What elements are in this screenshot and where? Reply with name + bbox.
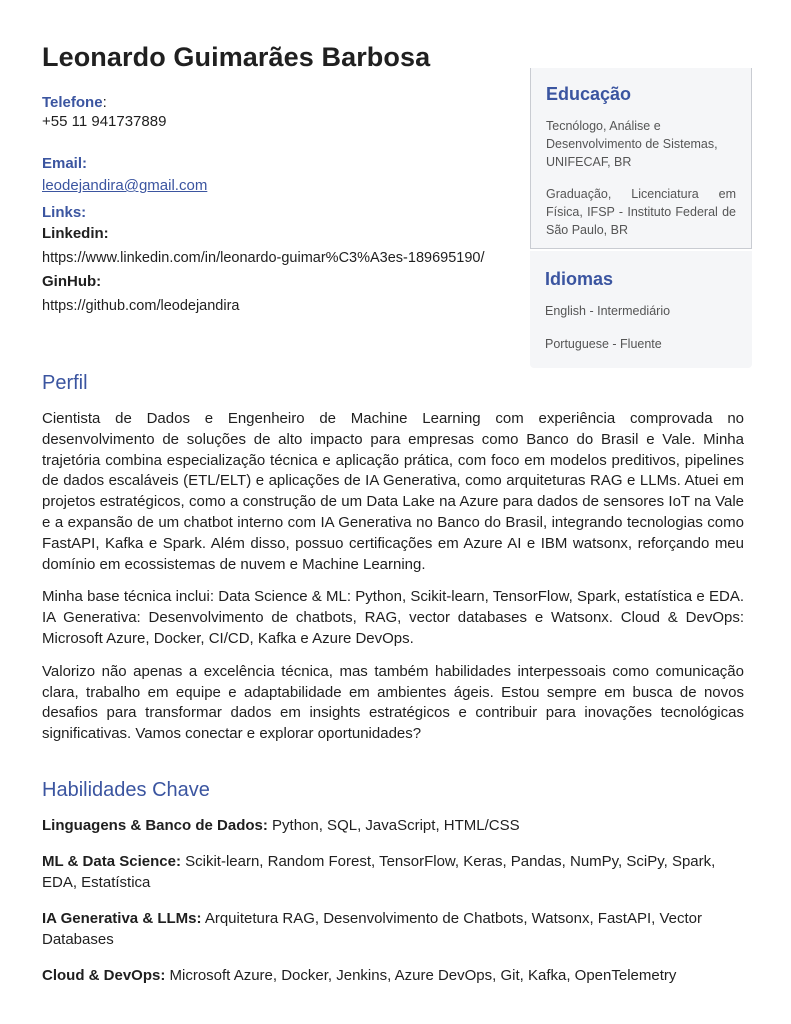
languages-card bbox=[530, 251, 752, 368]
linkedin-label: Linkedin: bbox=[42, 225, 109, 242]
education-card bbox=[530, 68, 752, 249]
skill-value: Microsoft Azure, Docker, Jenkins, Azure DevOps, Git, Kafka, OpenTelemetry bbox=[165, 966, 677, 984]
education-item: Tecnólogo, Análise e Desenvolvimento de Sistemas, UNIFECAF, BR bbox=[546, 119, 718, 169]
skill-value: Arquitetura RAG, Desenvolvimento de Chatbots, Watsonx, FastAPI, Vector Databases bbox=[42, 909, 702, 948]
github-url[interactable]: https://github.com/leodejandira bbox=[42, 298, 240, 314]
phone-label-row bbox=[42, 94, 522, 112]
perfil-section bbox=[42, 409, 744, 757]
skills-title: Habilidades Chave bbox=[42, 779, 210, 801]
skill-value: Scikit-learn, Random Forest, TensorFlow, Keras, Pandas, NumPy, SciPy, Spark, EDA, Estatística bbox=[42, 852, 716, 891]
skills-section bbox=[42, 815, 744, 1000]
phone-label-colon: : bbox=[102, 94, 107, 111]
education-item: Graduação, Licenciatura em Física, IFSP - Instituto Federal de São Paulo, BR bbox=[546, 187, 736, 237]
sidebar bbox=[530, 68, 752, 368]
skill-label: Linguagens & Banco de Dados: bbox=[42, 817, 268, 834]
candidate-name: Leonardo Guimarães Barbosa bbox=[42, 42, 431, 72]
github-label: GinHub: bbox=[42, 273, 102, 290]
language-item: Portuguese - Fluente bbox=[545, 337, 662, 351]
skill-label: Cloud & DevOps: bbox=[42, 966, 166, 984]
perfil-paragraph: Valorizo não apenas a excelência técnica, mas também habilidades interpessoais como comunicação clara, trabalho em equipe e adaptabilidade em ambientes ágeis. Estou sempre em busca de novos desafios para transformar dados em insights estratégicos e contribuir para inovações tecnológicas significativas. Vamos conectar e explorar oportunidades? bbox=[42, 662, 744, 743]
links-label: Links: bbox=[42, 204, 87, 221]
skill-item bbox=[42, 815, 744, 837]
perfil-paragraph: Cientista de Dados e Engenheiro de Machine Learning com experiência comprovada no desenvolvimento de soluções de alto impacto para empresas como Banco do Brasil e Vale. Minha trajetória combina especialização técnica e aplicação prática, com foco em modelos preditivos, pipelines de dados escaláveis (ETL/ELT) e aplicações de IA Generativa, como arquiteturas RAG e LLMs. Atuei em projetos estratégicos, como a construção de um Data Lake na Azure para dados de sensores IoT na Vale e a expansão de um chatbot interno com IA Generativa no Banco do Brasil, integrando tecnologias como FastAPI, Kafka e Spark. Além disso, possuo certificações em Azure AI e IBM watsonx, reforçando meu domínio em ecossistemas de nuvem e Machine Learning. bbox=[42, 410, 744, 573]
perfil-title: Perfil bbox=[42, 372, 88, 394]
phone-value: +55 11 941737889 bbox=[42, 113, 167, 130]
languages-title: Idiomas bbox=[545, 269, 614, 289]
email-link[interactable]: leodejandira@gmail.com bbox=[42, 177, 208, 194]
skill-item bbox=[42, 965, 744, 987]
phone-label: Telefone bbox=[42, 94, 103, 111]
education-title: Educação bbox=[546, 84, 632, 104]
language-item: English - Intermediário bbox=[545, 304, 671, 318]
perfil-paragraph: Minha base técnica inclui: Data Science & ML: Python, Scikit-learn, TensorFlow, Spark, estatística e EDA. IA Generativa: Desenvolvimento de chatbots, RAG, vector databases e Watsonx. Cloud & DevOps: Microsoft Azure, Docker, CI/CD, Kafka e Azure DevOps. bbox=[42, 588, 744, 647]
email-label: Email: bbox=[42, 155, 88, 172]
skill-item bbox=[42, 908, 744, 951]
skill-item bbox=[42, 851, 744, 894]
linkedin-url[interactable]: https://www.linkedin.com/in/leonardo-guimar%C3%A3es-189695190/ bbox=[42, 250, 485, 266]
skill-value: Python, SQL, JavaScript, HTML/CSS bbox=[267, 817, 520, 834]
skill-label: IA Generativa & LLMs: bbox=[42, 909, 202, 927]
skill-label: ML & Data Science: bbox=[42, 852, 181, 870]
contact-block bbox=[42, 94, 522, 318]
